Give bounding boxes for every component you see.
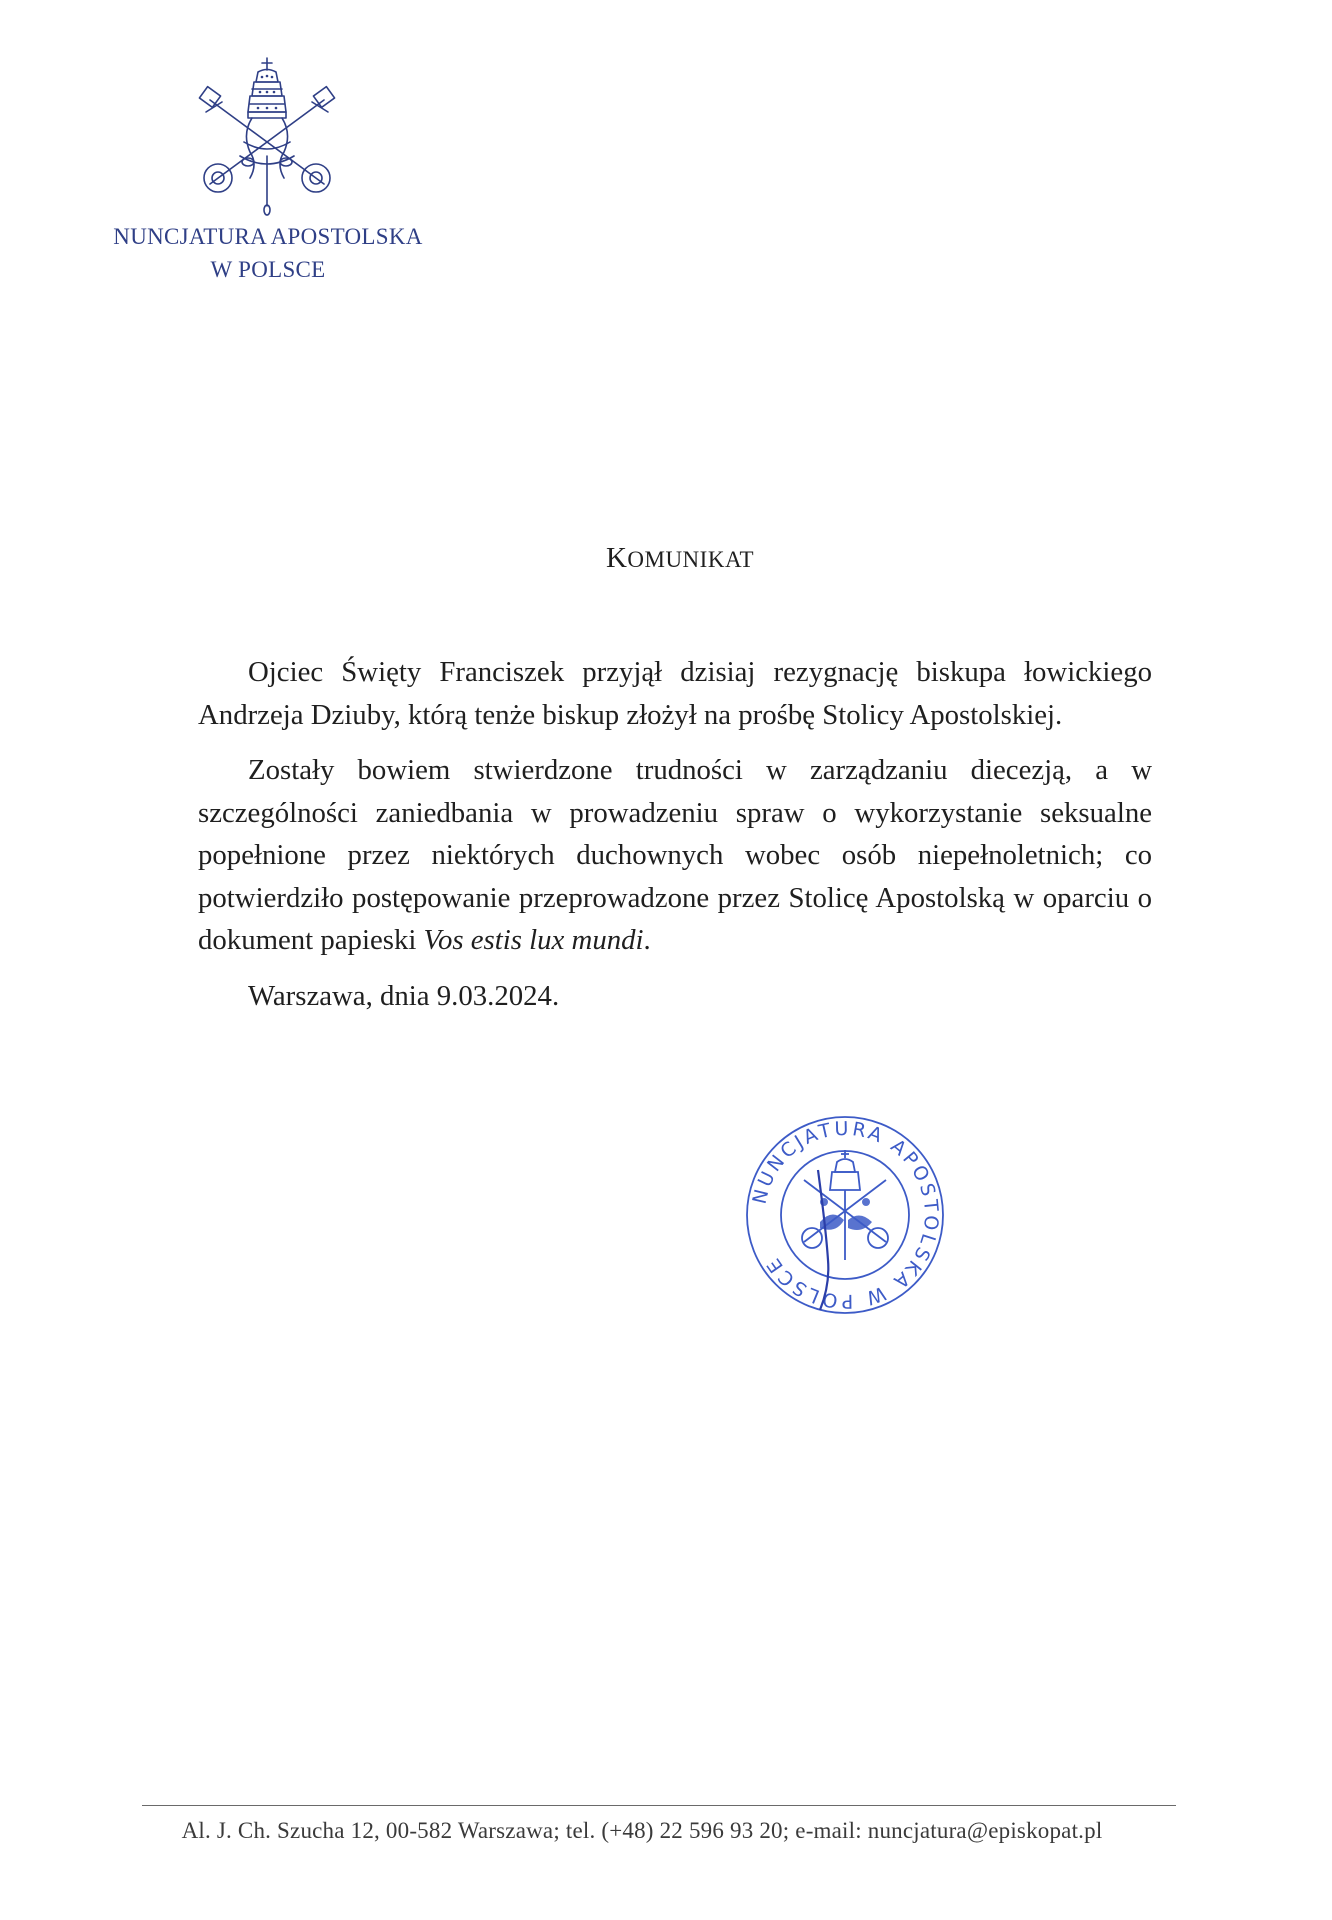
nunciature-name: [70, 220, 466, 286]
title-rest: OMUNIKAT: [627, 547, 755, 572]
title-initial: K: [605, 542, 628, 574]
document-title: [0, 542, 1332, 575]
paragraph-resignation: Ojciec Święty Franciszek przyjął dzisiaj rezygnację biskupa łowickiego Andrzeja Dziuby, którą tenże biskup złożył na prośbę Stolicy Apostolskiej.: [198, 656, 1152, 731]
official-stamp: [740, 1110, 950, 1320]
org-line-2: W POLSCE: [210, 257, 326, 282]
papal-crest-logo: [192, 56, 342, 216]
place-and-date: Warszawa, dnia 9.03.2024.: [248, 979, 560, 1012]
document-title-italic: Vos estis lux mundi: [423, 924, 644, 956]
paragraph-reasons-text: Zostały bowiem stwierdzone trudności w zarządzaniu diecezją, a w szczególności zaniedbania w prowadzeniu spraw o wykorzystanie seksualne popełnione przez niektórych duchownych wobec osób niepełnoletnich; co potwierdziło postępowanie przeprowadzone przez Stolicę Apostolską w oparciu o dokument papieski: [198, 754, 1152, 956]
communique-body: [198, 651, 1152, 1030]
org-line-1: NUNCJATURA APOSTOLSKA: [113, 224, 423, 249]
paragraph-reasons-end: .: [643, 924, 651, 956]
paragraph-reasons: [198, 749, 1152, 962]
footer-divider: [142, 1805, 1176, 1806]
footer-address: Al. J. Ch. Szucha 12, 00-582 Warszawa; tel. (+48) 22 596 93 20; e-mail: nuncjatura@episkopat.pl: [181, 1818, 1103, 1843]
stamp-ring-text: NUNCJATURA APOSTOLSKA W POLSCE: [748, 1117, 943, 1313]
